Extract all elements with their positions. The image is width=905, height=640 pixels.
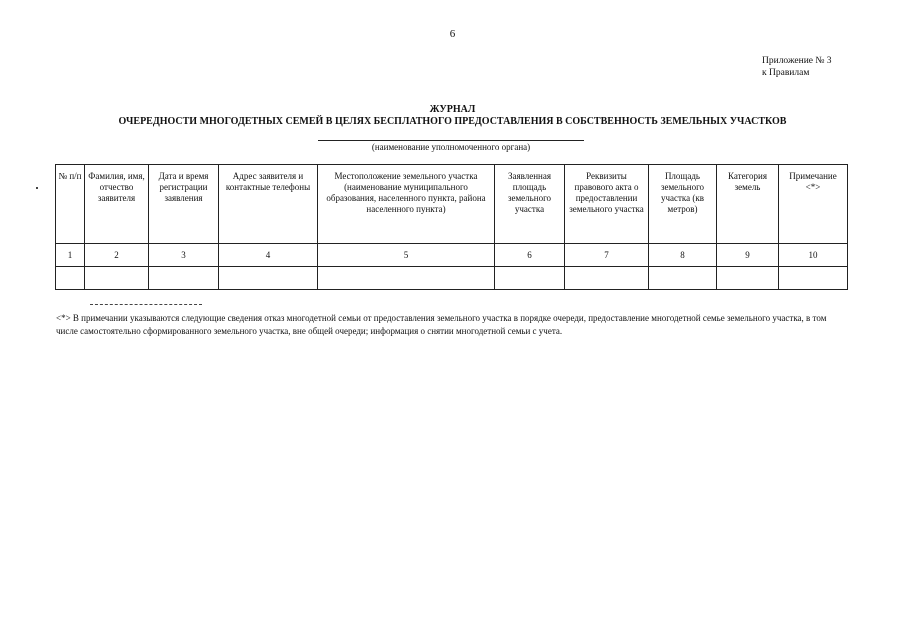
- empty-cell: [495, 267, 565, 290]
- column-number: 1: [56, 244, 85, 267]
- header-cell: № п/п: [56, 165, 85, 244]
- header-cell: Местоположение земельного участка (наименование муниципального образования, населенного пункта, района населенного пункта): [318, 165, 495, 244]
- authority-underline: [318, 140, 584, 141]
- appendix-reference: [762, 55, 832, 79]
- column-number: 6: [495, 244, 565, 267]
- header-cell: Дата и время регистрации заявления: [149, 165, 219, 244]
- page-number: 6: [449, 28, 456, 40]
- appendix-line-2: к Правилам: [762, 68, 810, 78]
- column-number: 9: [717, 244, 779, 267]
- authority-label: (наименование уполномоченного органа): [371, 142, 531, 152]
- column-number: 10: [779, 244, 848, 267]
- journal-title: [0, 104, 905, 128]
- column-number: 7: [565, 244, 649, 267]
- margin-dot: [36, 187, 38, 189]
- header-cell: Фамилия, имя, отчество заявителя: [85, 165, 149, 244]
- column-number-row: [56, 244, 848, 267]
- footnote-separator: [90, 304, 202, 305]
- column-number: 4: [219, 244, 318, 267]
- column-number: 8: [649, 244, 717, 267]
- header-cell: Адрес заявителя и контактные телефоны: [219, 165, 318, 244]
- column-number: 5: [318, 244, 495, 267]
- header-cell: Примечание <*>: [779, 165, 848, 244]
- empty-cell: [149, 267, 219, 290]
- empty-cell: [717, 267, 779, 290]
- table-header-row: [56, 165, 848, 244]
- empty-cell: [649, 267, 717, 290]
- empty-table-row: [56, 267, 848, 290]
- empty-cell: [85, 267, 149, 290]
- empty-cell: [779, 267, 848, 290]
- header-cell: Заявленная площадь земельного участка: [495, 165, 565, 244]
- appendix-line-1: Приложение № 3: [762, 56, 832, 66]
- empty-cell: [565, 267, 649, 290]
- column-number: 3: [149, 244, 219, 267]
- footnote: <*> В примечании указываются следующие сведения отказ многодетной семьи от предоставления земельного участка в порядке очереди, предоставление многодетной семье земельного участка, в том числе самостоятельно сформированного земельного участка, вне общей очереди; информация о снятии многодетной семьи с учета.: [56, 313, 827, 336]
- empty-cell: [318, 267, 495, 290]
- header-cell: Реквизиты правового акта о предоставлении земельного участка: [565, 165, 649, 244]
- column-number: 2: [85, 244, 149, 267]
- header-cell: Категория земель: [717, 165, 779, 244]
- journal-title-line-1: ЖУРНАЛ: [429, 104, 476, 115]
- header-cell: Площадь земельного участка (кв метров): [649, 165, 717, 244]
- journal-table: [55, 164, 848, 290]
- empty-cell: [219, 267, 318, 290]
- journal-title-line-2: ОЧЕРЕДНОСТИ МНОГОДЕТНЫХ СЕМЕЙ В ЦЕЛЯХ БЕСПЛАТНОГО ПРЕДОСТАВЛЕНИЯ В СОБСТВЕННОСТЬ ЗЕМЕЛЬНЫХ УЧАСТКОВ: [118, 116, 787, 127]
- empty-cell: [56, 267, 85, 290]
